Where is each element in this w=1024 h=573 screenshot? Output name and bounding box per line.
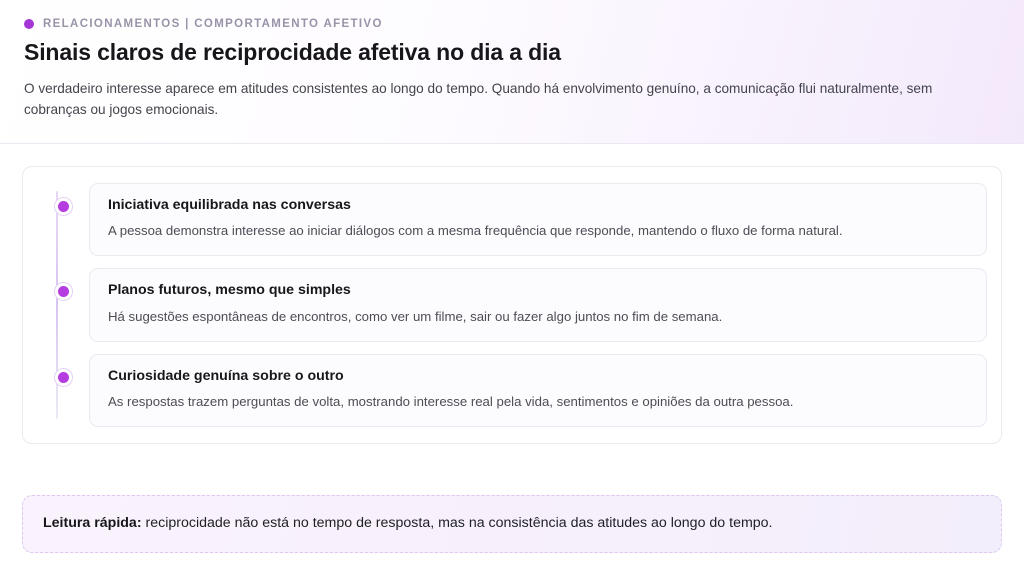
quick-read-callout (22, 495, 1002, 553)
callout-label: Leitura rápida: (43, 515, 142, 532)
dot-icon (24, 19, 34, 29)
header (0, 0, 1024, 144)
list-item-description: A pessoa demonstra interesse ao iniciar diálogos com a mesma frequência que responde, mantendo o fluxo de forma natural. (108, 223, 843, 239)
list-item-description: As respostas trazem perguntas de volta, mostrando interesse real pela vida, sentimentos e opiniões da outra pessoa. (108, 394, 794, 410)
signals-panel (22, 166, 1002, 445)
breadcrumb (24, 18, 1000, 30)
list-item (89, 268, 987, 342)
eyebrow-label: RELACIONAMENTOS | COMPORTAMENTO AFETIVO (43, 18, 383, 30)
main-content (0, 144, 1024, 478)
page-subtitle: O verdadeiro interesse aparece em atitudes consistentes ao longo do tempo. Quando há envolvimento genuíno, a comunicação flui naturalmente, sem cobranças ou jogos emocionais. (24, 80, 933, 118)
timeline-line (56, 191, 58, 420)
callout-text: reciprocidade não está no tempo de resposta, mas na consistência das atitudes ao longo do tempo. (141, 515, 773, 532)
list-item-title: Planos futuros, mesmo que simples (108, 282, 351, 299)
list-item-title: Curiosidade genuína sobre o outro (108, 367, 344, 384)
list-item (89, 354, 987, 428)
bullet-icon (55, 198, 72, 215)
bullet-icon (55, 283, 72, 300)
list-item-description: Há sugestões espontâneas de encontros, como ver um filme, sair ou fazer algo juntos no fim de semana. (108, 308, 723, 324)
footer (0, 477, 1024, 573)
list-item-title: Iniciativa equilibrada nas conversas (108, 196, 351, 213)
list-item (89, 183, 987, 257)
page-title: Sinais claros de reciprocidade afetiva no dia a dia (24, 39, 561, 65)
bullet-icon (55, 369, 72, 386)
timeline-list (37, 183, 987, 428)
